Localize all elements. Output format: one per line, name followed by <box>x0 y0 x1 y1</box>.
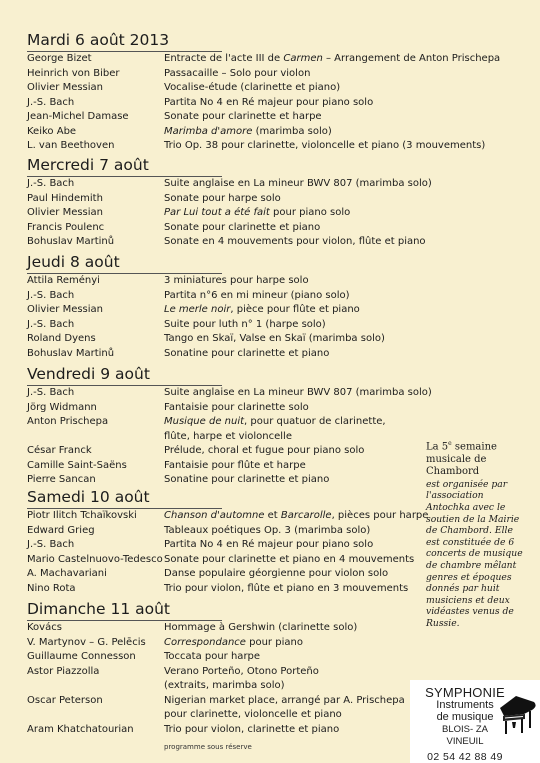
composer-name: Kovács <box>27 622 62 633</box>
work-text: Partita No 4 en Ré majeur pour piano solo <box>164 96 374 108</box>
composer-name: César Franck <box>27 445 92 456</box>
work-text: Verano Porteño, Otono Porteño <box>164 665 319 677</box>
work-title-italic: Carmen <box>283 53 323 64</box>
work-title <box>164 139 485 154</box>
work-text: Suite anglaise en La mineur BWV 807 (marimba solo) <box>164 387 432 398</box>
work-line <box>164 636 303 651</box>
work-line <box>164 723 339 738</box>
work-line <box>164 473 329 488</box>
work-text: Sonate pour harpe solo <box>164 192 281 204</box>
composer-name: J.-S. Bach <box>27 387 75 398</box>
festival-title <box>426 438 526 479</box>
work-text: , pièces pour harpe <box>331 510 429 521</box>
composer-name: Bohuslav Martinů <box>27 236 115 247</box>
composer-name: Astor Piazzolla <box>27 665 100 677</box>
composer-name: Jean-Michel Damase <box>27 111 129 122</box>
work-text: Fantaisie pour flûte et harpe <box>164 459 306 471</box>
work-line <box>164 524 370 539</box>
work-line <box>164 332 385 347</box>
work-text: – Arrangement de Anton Prischepa <box>322 53 501 64</box>
composer-name: L. van Beethoven <box>27 140 115 151</box>
work-title <box>164 177 432 192</box>
work-title <box>164 52 500 67</box>
composer-name: Oscar Peterson <box>27 694 103 706</box>
work-title <box>164 665 319 694</box>
work-line <box>164 679 319 694</box>
work-text: Sonate en 4 mouvements pour violon, flûte et piano <box>164 236 426 247</box>
composer-name: Piotr Ilitch Tchaïkovski <box>27 510 137 521</box>
work-line <box>164 67 310 82</box>
work-text: pour piano solo <box>269 207 351 218</box>
work-title <box>164 192 281 207</box>
work-title <box>164 81 340 96</box>
work-title <box>164 723 339 738</box>
logo-name: SYMPHONIE <box>425 685 505 700</box>
work-line <box>164 52 500 67</box>
work-text: 3 miniatures pour harpe solo <box>164 275 309 286</box>
work-title <box>164 125 332 140</box>
work-title <box>164 332 385 347</box>
work-title <box>164 347 329 362</box>
work-title <box>164 289 350 304</box>
work-title-italic: Barcarolle <box>280 510 332 521</box>
logo-line-1: Instruments <box>436 699 494 711</box>
composer-name: J.-S. Bach <box>27 539 75 550</box>
composer-name: Mario Castelnuovo-Tedesco <box>27 553 163 565</box>
work-text: Hommage à Gershwin (clarinette solo) <box>164 622 358 633</box>
work-text: Vocalise-étude (clarinette et piano) <box>164 82 341 93</box>
work-title-italic: Musique de nuit <box>164 416 245 427</box>
work-text: pour piano <box>245 636 303 648</box>
work-line <box>164 444 364 459</box>
work-text: , pièce pour flûte et piano <box>230 304 360 315</box>
composer-name: J.-S. Bach <box>27 96 75 108</box>
work-text: Prélude, choral et fugue pour piano solo <box>164 445 365 456</box>
work-title <box>164 67 310 82</box>
symphonie-logo <box>410 680 540 763</box>
work-title <box>164 650 260 665</box>
logo-city: BLOIS- ZA VINEUIL <box>442 724 488 747</box>
work-text: pour clarinette, violoncelle et piano <box>164 709 342 720</box>
festival-title-end: semaine musicale de Chambord <box>426 441 497 478</box>
work-line <box>164 96 373 111</box>
work-line <box>164 694 405 709</box>
work-title <box>164 274 309 289</box>
logo-text <box>424 685 506 763</box>
work-title <box>164 459 306 474</box>
work-line <box>164 459 306 474</box>
work-line <box>164 538 373 553</box>
work-text: Sonate pour clarinette et piano <box>164 221 321 233</box>
work-text: Sonatine pour clarinette et piano <box>164 474 330 485</box>
work-title-italic: Par Lui tout a été fait <box>164 207 270 218</box>
day-title: Dimanche 11 août <box>27 600 171 618</box>
work-text: flûte, harpe et violoncelle <box>164 430 292 442</box>
work-line <box>164 235 426 250</box>
composer-name: J.-S. Bach <box>27 318 75 330</box>
work-text: et <box>264 510 281 521</box>
work-line <box>164 401 309 416</box>
work-text: Trio pour violon, clarinette et piano <box>164 723 340 735</box>
work-line <box>164 125 332 140</box>
composer-name: Guillaume Connesson <box>27 651 136 662</box>
work-text: , pour quatuor de clarinette, <box>244 416 386 427</box>
work-line <box>164 708 405 723</box>
work-title <box>164 636 303 651</box>
work-line <box>164 303 360 318</box>
grand-piano-icon <box>498 694 538 738</box>
composer-name: J.-S. Bach <box>27 289 75 301</box>
day-title: Mardi 6 août 2013 <box>27 31 170 49</box>
festival-title-start: La 5 <box>426 441 449 453</box>
work-line <box>164 274 309 289</box>
ordinal-suffix: e <box>448 440 452 447</box>
work-title <box>164 553 414 568</box>
day-title: Samedi 10 août <box>27 488 150 506</box>
work-text: Entracte de l'acte III de <box>164 53 284 64</box>
work-title <box>164 206 350 221</box>
work-line <box>164 553 414 568</box>
work-line <box>164 289 350 304</box>
work-line <box>164 665 319 680</box>
work-text: Trio Op. 38 pour clarinette, violoncelle et piano (3 mouvements) <box>164 140 486 151</box>
work-title <box>164 509 428 524</box>
work-line <box>164 430 386 445</box>
day-title: Vendredi 9 août <box>27 365 150 383</box>
work-title <box>164 694 405 723</box>
composer-name: Camille Saint-Saëns <box>27 459 127 471</box>
work-title <box>164 621 357 636</box>
work-title <box>164 235 426 250</box>
work-line <box>164 110 322 125</box>
work-line <box>164 139 485 154</box>
work-text: Fantaisie pour clarinette solo <box>164 401 309 413</box>
logo-line-2: de musique <box>436 710 494 723</box>
work-line <box>164 347 329 362</box>
work-text: Trio pour violon, flûte et piano en 3 mouvements <box>164 582 409 594</box>
work-title <box>164 415 386 444</box>
composer-name: Bohuslav Martinů <box>27 347 115 359</box>
work-title <box>164 318 326 333</box>
work-title <box>164 524 370 539</box>
work-text: Partita n°6 en mi mineur (piano solo) <box>164 289 350 301</box>
day-title: Jeudi 8 août <box>27 253 120 271</box>
work-line <box>164 509 428 524</box>
day-title: Mercredi 7 août <box>27 156 149 174</box>
work-text: Suite pour luth n° 1 (harpe solo) <box>164 318 326 330</box>
work-text: (marimba solo) <box>252 125 332 137</box>
work-text: Passacaille – Solo pour violon <box>164 67 311 79</box>
composer-name: Aram Khatchatourian <box>27 723 134 735</box>
work-title <box>164 473 329 488</box>
composer-name: Roland Dyens <box>27 333 96 344</box>
work-title-italic: Correspondance <box>164 636 246 648</box>
work-line <box>164 81 340 96</box>
composer-name: Olivier Messian <box>27 207 104 218</box>
composer-name: V. Martynov – G. Pelēcis <box>27 636 146 648</box>
work-title <box>164 567 388 582</box>
composer-name: Jörg Widmann <box>27 401 97 413</box>
work-title-italic: Le merle noir <box>164 304 231 315</box>
work-line <box>164 386 432 401</box>
work-title <box>164 538 373 553</box>
composer-name: Keiko Abe <box>27 125 77 137</box>
work-title <box>164 401 309 416</box>
composer-name: Francis Poulenc <box>27 221 105 233</box>
work-line <box>164 318 326 333</box>
work-text: Suite anglaise en La mineur BWV 807 (marimba solo) <box>164 178 432 189</box>
composer-name: Heinrich von Biber <box>27 67 120 79</box>
work-title <box>164 221 320 236</box>
work-line <box>164 177 432 192</box>
work-line <box>164 206 350 221</box>
work-text: Sonate pour clarinette et piano en 4 mouvements <box>164 553 415 565</box>
composer-name: Olivier Messian <box>27 82 104 93</box>
work-title <box>164 582 408 597</box>
work-line <box>164 621 357 636</box>
work-line <box>164 415 386 430</box>
composer-name: Attila Reményi <box>27 275 100 286</box>
festival-body: est organisée par l'association Antochka avec le soutien de la Mairie de Chambord. Elle est constituée de 6 concerts de musique de chambre mêlant genres et époques donnés par huit musiciens et deux vidéastes venus de Russie. <box>426 478 523 629</box>
work-text: Sonate pour clarinette et harpe <box>164 111 322 122</box>
composer-name: Edward Grieg <box>27 524 95 536</box>
work-line <box>164 221 320 236</box>
work-title-italic: Chanson d'automne <box>164 510 265 521</box>
composer-name: J.-S. Bach <box>27 178 75 189</box>
work-line <box>164 650 260 665</box>
work-line <box>164 567 388 582</box>
composer-name: Anton Prischepa <box>27 416 109 427</box>
work-text: Partita No 4 en Ré majeur pour piano solo <box>164 539 374 550</box>
work-title <box>164 110 322 125</box>
work-title-italic: Marimba d'amore <box>164 125 253 137</box>
composer-name: George Bizet <box>27 53 92 64</box>
logo-phone: 02 54 42 88 49 <box>427 751 503 763</box>
composer-name: A. Machavariani <box>27 568 107 579</box>
work-line <box>164 582 408 597</box>
composer-name: Olivier Messian <box>27 304 104 315</box>
work-text: Toccata pour harpe <box>164 651 261 662</box>
festival-description <box>426 438 526 630</box>
work-title <box>164 444 364 459</box>
composer-name: Pierre Sancan <box>27 474 96 485</box>
composer-name: Paul Hindemith <box>27 192 103 204</box>
footer-note: programme sous réserve <box>164 743 252 751</box>
composer-name: Nino Rota <box>27 582 76 594</box>
work-title <box>164 96 373 111</box>
work-text: Sonatine pour clarinette et piano <box>164 347 330 359</box>
work-text: Danse populaire géorgienne pour violon solo <box>164 568 389 579</box>
work-text: Nigerian market place, arrangé par A. Prischepa <box>164 694 405 706</box>
work-title <box>164 386 432 401</box>
work-text: (extraits, marimba solo) <box>164 680 285 691</box>
work-title <box>164 303 360 318</box>
work-text: Tableaux poétiques Op. 3 (marimba solo) <box>164 524 371 536</box>
work-line <box>164 192 281 207</box>
work-text: Tango en Skaï, Valse en Skaï (marimba solo) <box>164 333 385 344</box>
